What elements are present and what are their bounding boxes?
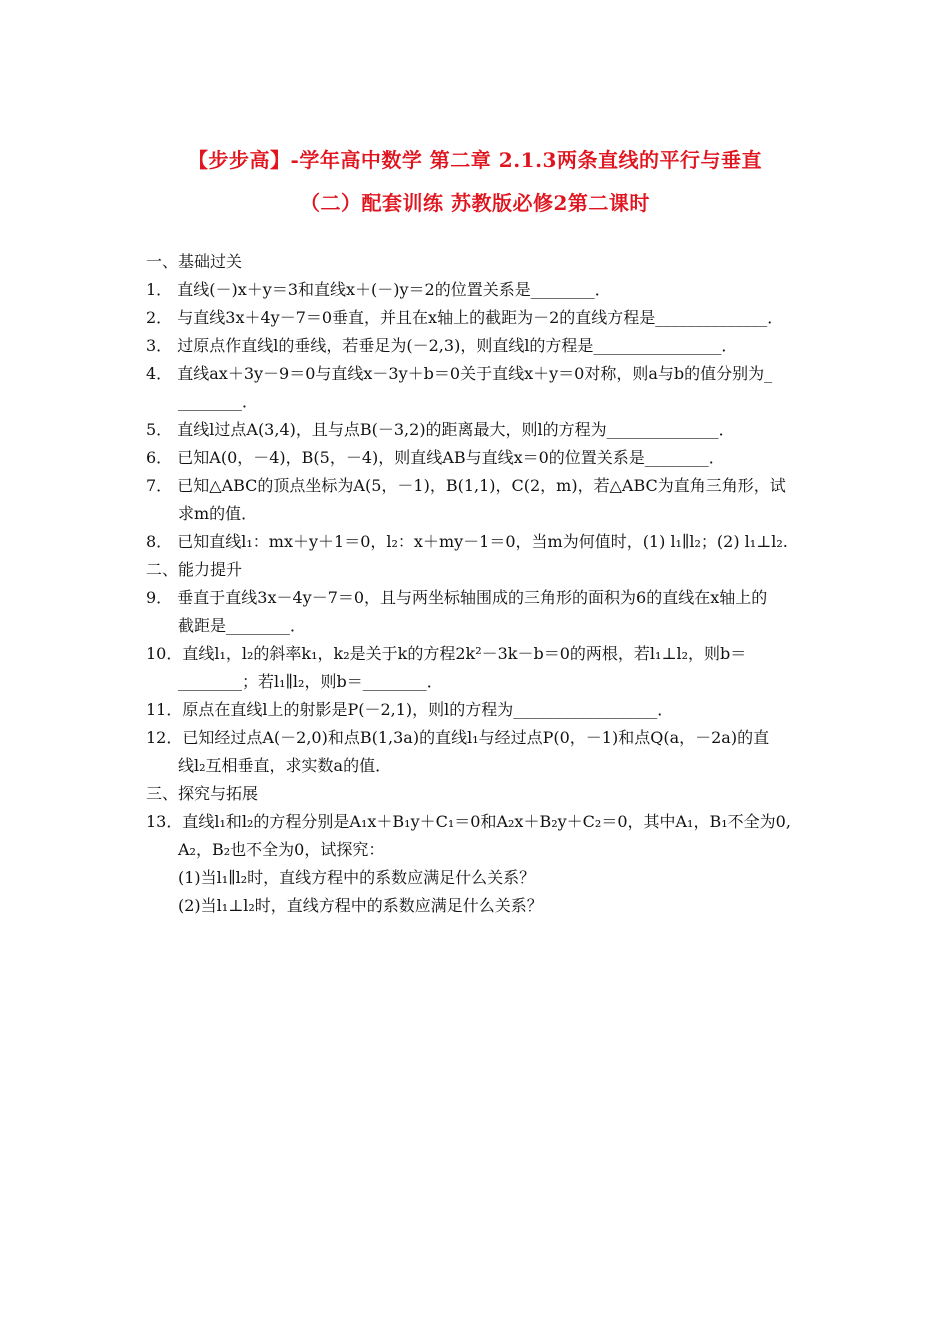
question-10-line-2: ________；若l₁∥l₂，则b＝________． [178,672,443,691]
section-heading-advanced: 二、能力提升 [146,560,243,579]
question-4-line-1: 4． 直线ax＋3y－9＝0与直线x－3y＋b＝0关于直线x＋y＝0对称，则a与b的值分别为_ [146,364,773,383]
question-6: 6． 已知A(0，－4)，B(5，－4)，则直线AB与直线x＝0的位置关系是________． [146,448,725,467]
question-8: 8． 已知直线l₁：mx＋y＋1＝0，l₂：x＋my－1＝0，当m为何值时，(1) l₁∥l₂；(2) l₁⊥l₂. [146,532,788,551]
question-11: 11．原点在直线l上的射影是P(－2,1)，则l的方程为__________________． [146,700,674,719]
section-heading-basic: 一、基础过关 [146,252,243,271]
question-3: 3． 过原点作直线l的垂线，若垂足为(－2,3)，则直线l的方程是________________． [146,336,738,355]
question-13-line-2: A₂，B₂也不全为0，试探究： [178,840,385,859]
question-13-line-1: 13．直线l₁和l₂的方程分别是A₁x＋B₁y＋C₁＝0和A₂x＋B₂y＋C₂＝0，其中A₁，B₁不全为0, [146,812,791,831]
question-4-line-2: ________． [178,392,259,411]
question-13-part-2: (2)当l₁⊥l₂时，直线方程中的系数应满足什么关系？ [178,896,543,915]
question-1: 1． 直线(－)x＋y＝3和直线x＋(－)y＝2的位置关系是________． [146,280,611,299]
question-7-line-2: 求m的值． [178,504,258,523]
question-9-line-1: 9． 垂直于直线3x－4y－7＝0，且与两坐标轴围成的三角形的面积为6的直线在x轴上的 [146,588,768,607]
question-7-line-1: 7． 已知△ABC的顶点坐标为A(5，－1)，B(1,1)，C(2，m)，若△ABC为直角三角形，试 [146,476,786,495]
question-5: 5． 直线l过点A(3,4)，且与点B(－3,2)的距离最大，则l的方程为______________． [146,420,735,439]
question-12-line-2: 线l₂互相垂直，求实数a的值． [178,756,392,775]
question-12-line-1: 12．已知经过点A(－2,0)和点B(1,3a)的直线l₁与经过点P(0，－1)和点Q(a，－2a)的直 [146,728,770,747]
document-title-line-2: （二）配套训练 苏教版必修2第二课时 [300,191,650,215]
question-2: 2． 与直线3x＋4y－7＝0垂直，并且在x轴上的截距为－2的直线方程是______________． [146,308,784,327]
document-title-line-1: 【步步高】-学年高中数学 第二章 2.1.3两条直线的平行与垂直 [188,148,762,172]
question-10-line-1: 10．直线l₁，l₂的斜率k₁，k₂是关于k的方程2k²－3k－b＝0的两根，若l₁⊥l₂，则b＝ [146,644,747,663]
section-heading-explore: 三、探究与拓展 [146,784,259,803]
question-13-part-1: (1)当l₁∥l₂时，直线方程中的系数应满足什么关系？ [178,868,536,887]
question-9-line-2: 截距是________． [178,616,307,635]
